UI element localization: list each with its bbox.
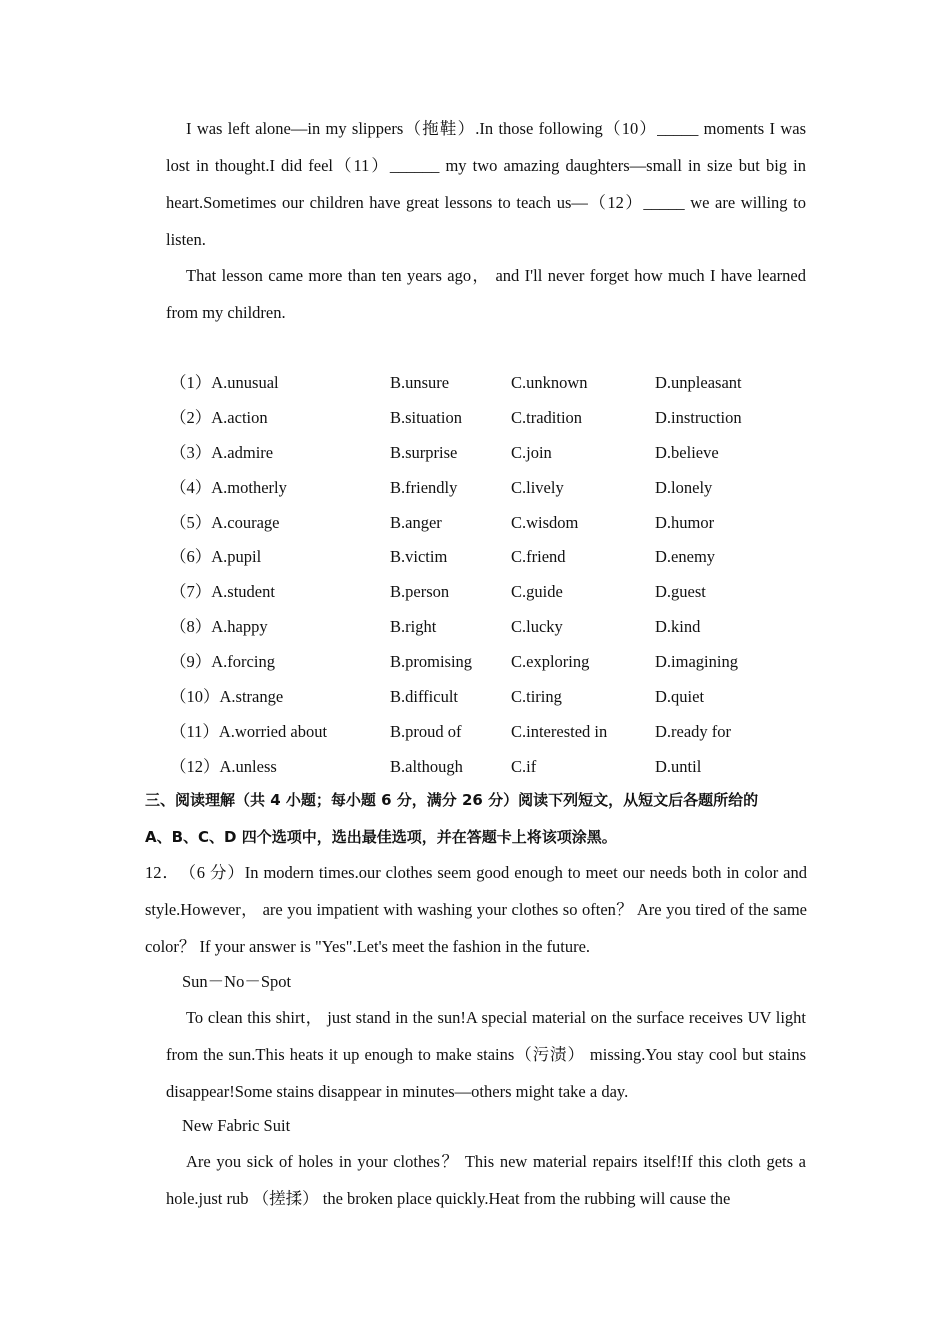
option-number: （5） [170, 512, 212, 532]
option-a-text: A.courage [211, 512, 280, 532]
option-c: C.wisdom [511, 512, 579, 532]
option-b: B.surprise [390, 442, 458, 462]
option-a-text: A.happy [211, 617, 268, 637]
option-number: （9） [170, 652, 212, 672]
article-heading-2: New Fabric Suit [182, 1116, 291, 1135]
question-12 [145, 854, 807, 965]
option-b: B.proud of [390, 721, 462, 741]
option-number: （7） [170, 582, 212, 602]
option-number: （12） [170, 756, 220, 776]
option-d: D.until [655, 756, 702, 776]
option-b: B.friendly [390, 477, 458, 497]
option-c: C.join [511, 442, 552, 462]
option-b: B.anger [390, 512, 442, 532]
option-a-text: A.student [211, 582, 275, 602]
option-a [170, 436, 273, 471]
option-c: C.interested in [511, 721, 608, 741]
option-row [166, 506, 806, 541]
option-a [170, 575, 275, 610]
option-c: C.guide [511, 582, 563, 602]
option-d: D.guest [655, 582, 706, 602]
option-d: D.ready for [655, 721, 732, 741]
option-b: B.difficult [390, 687, 458, 707]
option-b: B.although [390, 756, 463, 776]
option-c: C.unknown [511, 373, 588, 392]
option-row [166, 680, 806, 715]
question-score: （6 分） [187, 863, 245, 882]
article-text-2: Are you sick of holes in your clothes？ This new material repairs itself!If this cloth gets a hole.just rub （搓揉） the broken place quickly.Heat from the rubbing will cause the [166, 1152, 806, 1208]
option-a-text: A.worried about [218, 721, 328, 741]
option-row [166, 540, 806, 575]
section-three-instruction-line-2: A、B、C、D 四个选项中，选出最佳选项，并在答题卡上将该项涂黑。 [145, 828, 617, 846]
option-a-text: A.admire [211, 442, 274, 462]
option-d: D.kind [655, 617, 701, 637]
option-number: （8） [170, 617, 212, 637]
option-number: （11） [170, 721, 219, 741]
option-b: B.unsure [390, 373, 450, 392]
options-table [166, 366, 806, 785]
option-c: C.exploring [511, 652, 590, 672]
option-a [170, 610, 268, 645]
option-row [166, 610, 806, 645]
article-text-1: To clean this shirt， just stand in the sun!A special material on the surface receives UV light from the sun.This heats it up enough to make stains（污渍） missing.You stay cool but stains disappear!Some stains disappear in minutes—others might take a day. [166, 1008, 806, 1101]
option-c: C.if [511, 756, 537, 776]
option-row [166, 750, 806, 785]
question-intro: In modern times.our clothes seem good enough to meet our needs both in color and style.However， are you impatient with washing your clothes so often？ Are you tired of the same color？ If your answer is "Yes".Let's meet the fashion in the future. [145, 863, 807, 956]
option-a-text: A.pupil [211, 547, 262, 567]
option-c: C.tiring [511, 687, 562, 707]
option-a [170, 750, 277, 785]
option-b: B.person [390, 582, 450, 602]
option-a-text: A.unless [219, 756, 277, 776]
option-d: D.humor [655, 512, 715, 532]
option-a [170, 366, 279, 401]
option-b: B.situation [390, 407, 462, 427]
option-d: D.quiet [655, 687, 705, 707]
option-number: （3） [170, 442, 212, 462]
option-d: D.enemy [655, 547, 716, 567]
option-a [170, 645, 275, 680]
option-number: （10） [170, 687, 220, 707]
section-three-instruction-line-1: 三、阅读理解（共 4 小题；每小题 6 分，满分 26 分）阅读下列短文，从短文后各题所给的 [145, 791, 759, 809]
option-c: C.friend [511, 547, 566, 567]
option-row [166, 645, 806, 680]
option-number: （6） [170, 547, 212, 567]
option-a-text: A.action [211, 407, 268, 427]
option-a-text: A.forcing [211, 652, 275, 672]
option-row [166, 366, 806, 401]
option-b: B.victim [390, 547, 448, 567]
option-a-text: A.strange [219, 687, 284, 707]
option-row [166, 471, 806, 506]
article-heading-1: Sun－No－Spot [182, 972, 292, 991]
option-c: C.tradition [511, 407, 583, 427]
option-a [170, 540, 261, 575]
option-b: B.right [390, 617, 437, 637]
option-d: D.believe [655, 442, 719, 462]
option-a [170, 506, 280, 541]
option-number: （1） [170, 373, 212, 392]
option-c: C.lively [511, 477, 564, 497]
option-a [170, 715, 327, 750]
option-row [166, 715, 806, 750]
option-row [166, 575, 806, 610]
option-a [170, 680, 283, 715]
option-b: B.promising [390, 652, 473, 672]
option-d: D.unpleasant [655, 373, 742, 392]
option-a [170, 401, 268, 436]
option-d: D.lonely [655, 477, 713, 497]
option-a-text: A.unusual [211, 373, 279, 392]
question-number: 12． [145, 863, 180, 882]
option-number: （4） [170, 477, 212, 497]
passage-paragraph-2: That lesson came more than ten years ago， and I'll never forget how much I have learned from my children. [166, 266, 806, 322]
option-row [166, 436, 806, 471]
option-a [170, 471, 287, 506]
option-d: D.imagining [655, 652, 738, 672]
option-number: （2） [170, 407, 212, 427]
option-c: C.lucky [511, 617, 563, 637]
option-row [166, 401, 806, 436]
option-d: D.instruction [655, 407, 742, 427]
option-a-text: A.motherly [211, 477, 287, 497]
passage-paragraph-1: I was left alone—in my slippers（拖鞋）.In those following（10）_____ moments I was lost in thought.I did feel（11）______ my two amazing daughters—small in size but big in heart.Sometimes our children have great lessons to teach us—（12）_____ we are willing to listen. [166, 119, 806, 249]
